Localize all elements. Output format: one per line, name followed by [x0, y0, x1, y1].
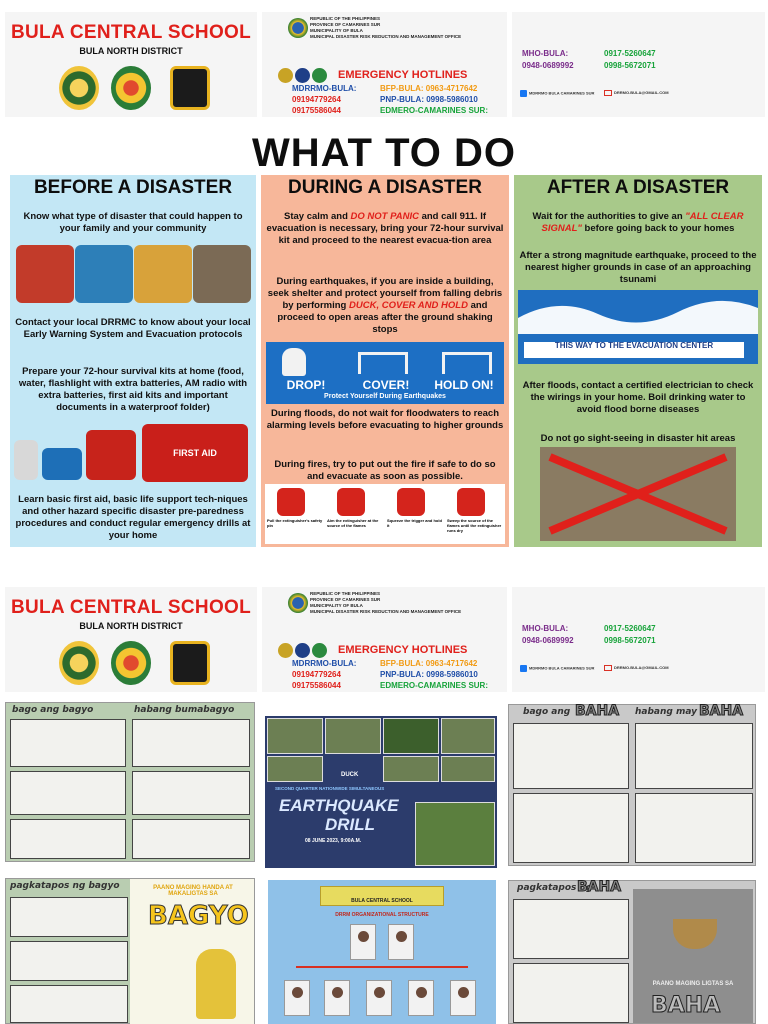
protect-caption: Protect Yourself During Earthquakes: [324, 393, 446, 400]
drill-subtitle: SECOND QUARTER NATIONWIDE SIMULTANEOUS: [275, 786, 385, 791]
extinguisher-pull-icon: [277, 488, 305, 516]
gov-line: REPUBLIC OF THE PHILIPPINES: [310, 16, 381, 21]
org-member-photo: [350, 924, 376, 960]
drrm-logo: [170, 641, 210, 685]
edmero-hotline: EDMERO-CAMARINES SUR:: [380, 681, 488, 690]
facebook-icon: [520, 90, 527, 97]
baha-word: BAHA: [577, 879, 622, 895]
baha-word: BAHA: [575, 703, 620, 719]
survival-kit-image: [14, 422, 252, 484]
mdrrmo-number: 09175586044: [292, 681, 341, 690]
pnp-logo: [295, 68, 310, 83]
comic-panel: [10, 897, 128, 937]
school-banner: [5, 12, 257, 117]
comic-panel: [10, 771, 126, 815]
org-connector: [296, 966, 468, 968]
email-text: DRRMO.BULA@GMAIL.COM: [614, 665, 669, 671]
during-text-1: [265, 211, 505, 247]
baha-word: BAHA: [651, 993, 721, 1018]
mho-number: 0948-0689992: [522, 636, 574, 645]
duck-label: DUCK: [341, 772, 359, 778]
during-text-4: During fires, try to put out the fire if safe to do so and evacuate as soon as possible.: [274, 459, 496, 482]
comic-panel: [513, 899, 629, 959]
cover-figure-icon: [358, 352, 408, 374]
district-name: BULA NORTH DISTRICT: [79, 621, 183, 631]
pnp-hotline: PNP-BULA: 0998-5986010: [380, 670, 478, 679]
gov-line: MUNICIPAL DISASTER RISK REDUCTION AND MANAGEMENT OFFICE: [310, 34, 462, 39]
gmail-icon: [604, 665, 612, 671]
drill-photo: [325, 718, 381, 754]
org-member-photo: [450, 980, 476, 1016]
bagyo-poster: [130, 879, 254, 1024]
org-member-photo: [408, 980, 434, 1016]
text-part: Stay calm and: [283, 211, 351, 222]
gov-line: MUNICIPALITY OF BULA: [310, 603, 363, 608]
hotlines-panel: [262, 587, 507, 692]
evacuation-sign: [518, 290, 758, 364]
boat-figure: [673, 919, 717, 949]
comic-panel: [10, 941, 128, 981]
agency-logos: [278, 643, 334, 659]
government-header: [310, 16, 500, 40]
comic-panel: [10, 819, 126, 859]
after-text-1: [518, 211, 758, 235]
do-not-panic-highlight: DO NOT PANIC: [350, 211, 419, 222]
comic-panel: [132, 819, 250, 859]
text-part: Wait for the authorities to give an: [532, 211, 686, 222]
comic-title: bago ang bagyo: [12, 705, 94, 715]
during-disaster-column: [261, 175, 509, 547]
facebook-icon: [520, 665, 527, 672]
health-hotlines-panel: [512, 587, 765, 692]
before-heading: BEFORE A DISASTER: [33, 177, 233, 198]
mho-label: [522, 623, 574, 647]
drrm-logo: [170, 66, 210, 110]
extinguisher-aim-icon: [337, 488, 365, 516]
bagyo-word: BAGYO: [148, 901, 249, 931]
flood-comic: [508, 704, 756, 866]
drop-cover-hold-image: [266, 342, 504, 404]
drill-photo: [267, 718, 323, 754]
cover-label: COVER!: [362, 378, 410, 392]
comic-title: habang may: [635, 707, 698, 717]
before-text-2: Contact your local DRRMC to know about your local Early Warning System and Evacuation protocols: [15, 317, 251, 340]
text-part: before going back to your homes: [581, 223, 735, 234]
typhoon-comic: [5, 702, 255, 862]
mdrrmo-seal-icon: [288, 593, 308, 613]
during-text-2: [265, 276, 505, 336]
health-hotlines-panel: [512, 12, 765, 117]
comic-panel: [10, 985, 128, 1023]
drill-photo: [441, 756, 495, 782]
baha-poster: [633, 889, 753, 1023]
edmero-hotline: EDMERO-CAMARINES SUR:: [380, 106, 488, 115]
after-typhoon-comic: [5, 878, 255, 1024]
hotlines-panel: [262, 12, 507, 117]
comic-title: habang bumabagyo: [134, 705, 235, 715]
after-text-3: After floods, contact a certified electrician to check the wirings in your home. Boil drinking water to avoid flood borne diseases: [522, 380, 754, 415]
org-member-photo: [324, 980, 350, 1016]
after-flood-comic: [508, 880, 756, 1024]
during-heading: DURING A DISASTER: [288, 177, 482, 198]
fire-step: Pull the extinguisher's safety pin: [267, 518, 323, 528]
lantern-icon: [14, 440, 38, 480]
earthquake-drill-collage: [265, 716, 497, 868]
cross-out-icon: [540, 447, 736, 541]
tsunami-icon: [75, 245, 133, 303]
mho-label: [522, 48, 574, 72]
drill-photo: [383, 718, 439, 754]
phone-number: 0917-5260647: [604, 624, 656, 633]
extinguisher-sweep-icon: [457, 488, 485, 516]
after-heading: AFTER A DISASTER: [546, 177, 730, 198]
during-text-3: During floods, do not wait for floodwaters to reach alarming levels before evacuating to higher grounds: [266, 408, 504, 431]
top-header: [5, 12, 765, 117]
mdrrmo-label: MDRRMO-BULA:: [292, 659, 357, 668]
pnp-logo: [295, 643, 310, 658]
facebook-link[interactable]: [520, 90, 594, 97]
drill-photo: [415, 802, 495, 866]
school-logo: [111, 66, 151, 110]
landslide-icon: [193, 245, 251, 303]
baha-word: BAHA: [699, 703, 744, 719]
emergency-hotlines-title: EMERGENCY HOTLINES: [338, 644, 468, 656]
phone-number: 0998-5672071: [604, 61, 656, 70]
fire-extinguisher-steps: [265, 484, 505, 544]
text-part: During earthquakes, if you are inside a building, seek shelter and protect yourself from falling debris by performing: [267, 276, 503, 311]
earthquake-word: EARTHQUAKE: [279, 796, 399, 815]
duck-cover-hold-highlight: DUCK, COVER AND HOLD: [349, 300, 468, 311]
comic-panel: [132, 719, 250, 767]
phone-number: 0998-5672071: [604, 636, 656, 645]
facebook-link[interactable]: [520, 665, 594, 672]
drop-figure-icon: [282, 348, 306, 376]
school-name: BULA CENTRAL SCHOOL: [10, 597, 252, 618]
what-to-do-title: WHAT TO DO: [251, 131, 517, 175]
org-member-photo: [284, 980, 310, 1016]
mho-label-text: MHO-BULA:: [522, 624, 569, 633]
evacuation-sign-text: THIS WAY TO THE EVACUATION CENTER: [524, 342, 744, 358]
comic-panel: [132, 771, 250, 815]
org-school-name: BULA CENTRAL SCHOOL: [351, 898, 413, 904]
drill-photo: [267, 756, 323, 782]
mho-number: 0948-0689992: [522, 61, 574, 70]
municipal-seal-logo: [59, 66, 99, 110]
before-text-1: Know what type of disaster that could happen to your family and your community: [23, 211, 243, 234]
email-text: DRRMO.BULA@GMAIL.COM: [614, 90, 669, 96]
gov-line: PROVINCE OF CAMARINES SUR: [310, 22, 381, 27]
email-link[interactable]: [604, 90, 669, 96]
after-disaster-column: [514, 175, 762, 547]
comic-panel: [513, 963, 629, 1023]
gov-line: REPUBLIC OF THE PHILIPPINES: [310, 591, 381, 596]
before-text-3: Prepare your 72-hour survival kits at home (food, water, flashlight with extra batteries, AM radio with extra batteries, first aid kits and important documents in a waterproof folder): [18, 366, 248, 413]
comic-panel: [513, 723, 629, 789]
mdrrmo-number: 09175586044: [292, 106, 341, 115]
fire-disaster-icon: [16, 245, 74, 303]
sightseeing-photo: [540, 447, 736, 541]
school-banner: [5, 587, 257, 692]
drrm-mini-logo: [312, 68, 327, 83]
drrm-org-structure: [268, 880, 496, 1024]
email-link[interactable]: [604, 665, 669, 671]
hold-figure-icon: [442, 352, 492, 374]
mdrrmo-number: 09194779264: [292, 95, 341, 104]
fire-step: Aim the extinguisher at the source of the flames: [327, 518, 379, 528]
school-header-box: [320, 886, 444, 906]
text-part: and call 911. If evacuation is necessary, bring your 72-hour survival kit and proceed to the nearest evacua-tion area: [266, 211, 504, 246]
municipal-seal-logo: [59, 641, 99, 685]
facebook-text: MDRRMO BULA CAMARINES SUR: [529, 90, 595, 96]
mdrrmo-seal-icon: [288, 18, 308, 38]
extinguisher-squeeze-icon: [397, 488, 425, 516]
disaster-types-icons: [16, 245, 252, 303]
gov-line: MUNICIPAL DISASTER RISK REDUCTION AND MANAGEMENT OFFICE: [310, 609, 462, 614]
bfp-hotline: BFP-BULA: 0963-4717642: [380, 84, 478, 93]
gov-line: PROVINCE OF CAMARINES SUR: [310, 597, 381, 602]
before-disaster-column: [10, 175, 256, 547]
org-title: DRRM ORGANIZATIONAL STRUCTURE: [335, 912, 429, 918]
mho-numbers: [604, 623, 656, 647]
org-member-photo: [388, 924, 414, 960]
second-header: [5, 587, 765, 692]
before-text-4: Learn basic first aid, basic life support tech-niques and other hazard specific disaster pre-paredness procedures and conduct regular emergency drills at your home: [15, 494, 251, 541]
facebook-text: MDRRMO BULA CAMARINES SUR: [529, 665, 595, 671]
gmail-icon: [604, 90, 612, 96]
government-header: [310, 591, 500, 615]
school-name: BULA CENTRAL SCHOOL: [10, 22, 252, 43]
comic-panel: [635, 793, 753, 863]
comic-panel: [635, 723, 753, 789]
comic-title: pagkatapos ng: [517, 883, 593, 893]
phone-number: 0917-5260647: [604, 49, 656, 58]
comic-panel: [513, 793, 629, 863]
agency-logos: [278, 68, 334, 84]
after-text-2: After a strong magnitude earthquake, proceed to the nearest higher grounds in case of an approaching tsunami: [519, 250, 757, 285]
first-aid-kit: FIRST AID: [142, 424, 248, 482]
all-clear-highlight: "ALL CLEAR SIGNAL": [541, 211, 744, 234]
org-member-photo: [366, 980, 392, 1016]
bfp-logo: [278, 68, 293, 83]
drill-word: DRILL: [325, 815, 376, 834]
after-text-4: Do not go sight-seeing in disaster hit areas: [540, 433, 736, 444]
bfp-hotline: BFP-BULA: 0963-4717642: [380, 659, 478, 668]
hold-on-label: HOLD ON!: [434, 378, 494, 392]
comic-title: pagkatapos ng bagyo: [10, 881, 120, 891]
comic-panel: [10, 719, 126, 767]
flood-house-icon: [134, 245, 192, 303]
backpack-icon: [86, 430, 136, 480]
mho-numbers: [604, 48, 656, 72]
gov-line: MUNICIPALITY OF BULA: [310, 28, 363, 33]
text-part: and proceed to open areas after the ground shaking stops: [277, 300, 493, 335]
baha-tagline: PAANO MAGING LIGTAS SA: [652, 981, 734, 987]
drop-label: DROP!: [286, 378, 326, 392]
bagyo-tagline: PAANO MAGING HANDA AT MAKALIGTAS SA: [153, 885, 233, 897]
fire-step: Sweep the source of the flames until the extinguisher runs dry: [447, 518, 502, 533]
comic-title: bago ang: [523, 707, 571, 717]
emergency-hotlines-title: EMERGENCY HOTLINES: [338, 69, 468, 81]
drill-photo: [441, 718, 495, 754]
mdrrmo-label: MDRRMO-BULA:: [292, 84, 357, 93]
school-logo: [111, 641, 151, 685]
mdrrmo-number: 09194779264: [292, 670, 341, 679]
fire-step: Squeeze the trigger and hold it: [387, 518, 442, 528]
character-figure: [196, 949, 236, 1019]
mho-label-text: MHO-BULA:: [522, 49, 569, 58]
pnp-hotline: PNP-BULA: 0998-5986010: [380, 95, 478, 104]
bfp-logo: [278, 643, 293, 658]
district-name: BULA NORTH DISTRICT: [79, 46, 183, 56]
water-icon: [42, 448, 82, 480]
drill-date: 08 JUNE 2023, 9:00A.M.: [305, 838, 362, 844]
drill-photo: [383, 756, 439, 782]
drrm-mini-logo: [312, 643, 327, 658]
